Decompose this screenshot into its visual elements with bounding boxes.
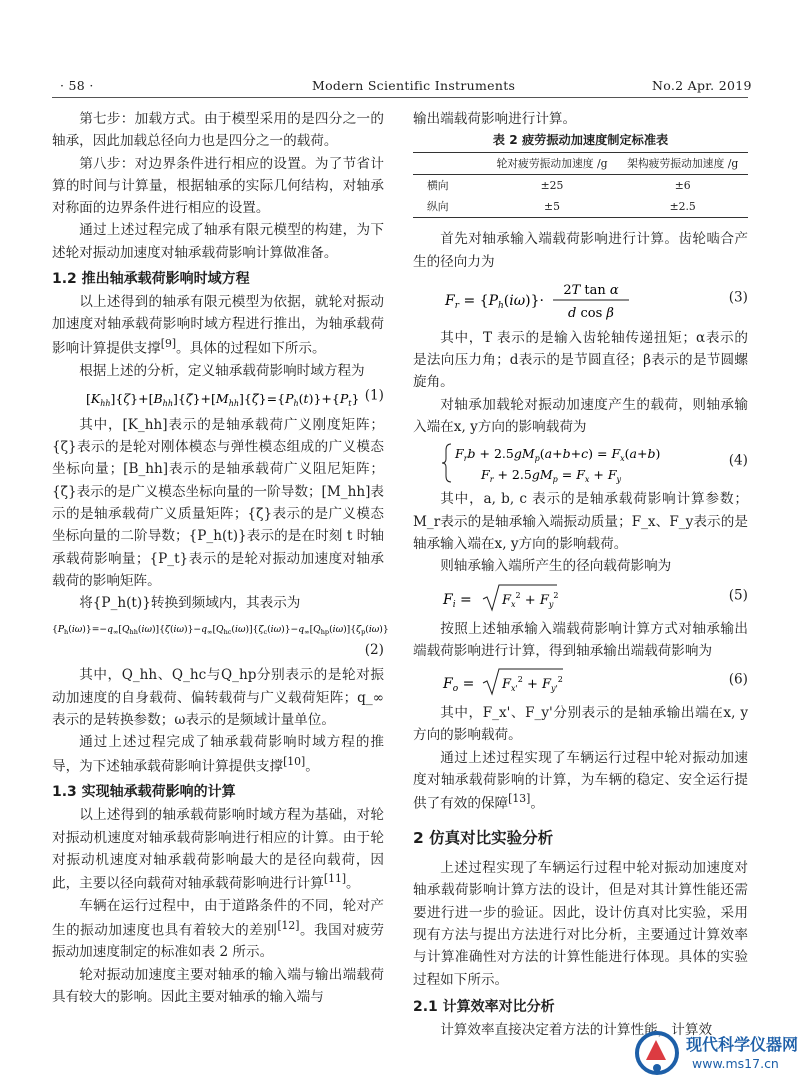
paragraph: 其中，F_x'、F_y'分别表示的是轴承输出端在x, y方向的影响载荷。 [413,705,748,744]
equation-1 [52,385,384,411]
citation[interactable]: [10] [283,754,306,768]
paragraph: 首先对轴承输入端载荷影响进行计算。齿轮啮合产生的径向力为 [413,231,748,270]
left-column [52,108,389,1008]
table-cell: 纵向 [413,196,487,218]
equation-4-formula [413,441,673,485]
table-header-cell [413,153,487,175]
equation-4 [413,441,748,485]
equation-1-formula [52,385,360,411]
table-cell: ±5 [487,196,618,218]
issue-info: No.2 Apr. 2019 [652,78,752,93]
table-cell: ±6 [674,179,691,193]
table-row [413,196,748,218]
site-watermark[interactable] [628,1026,798,1082]
equation-5 [413,581,748,615]
equation-2-formula [52,617,389,639]
paragraph: 按照上述轴承输入端载荷影响计算方式对轴承输出端载荷影响进行计算，得到轴承输出端载荷影响为 [413,620,748,659]
equation-6 [413,665,748,699]
paragraph: 以上述得到的轴承有限元模型为依据，就轮对振动加速度对轴承载荷影响时域方程进行推出，为轴承载荷影响计算提供支撑[9]。具体的过程如下所示。 [52,294,384,357]
paragraph: 以上述得到的轴承载荷影响时域方程为基础，对轮对振动机速度对轴承载荷影响进行相应的计算。由于轮对振动机速度对轴承载荷影响最大的是径向载荷，因此，主要以径向载荷对轴承载荷影响进行计算[11]。 [52,807,384,892]
svg-text:Fo =: $F_o$ = [443,676,475,695]
page-header [0,0,800,104]
paragraph: 第七步：加载方式。由于模型采用的是四分之一的轴承，因此加载总径向力也是四分之一的载荷。 [52,111,384,150]
section-heading-2-1: 2.1 计算效率对比分析 [413,998,555,1015]
equation-number: (3) [728,289,748,306]
table-cell: ±2.5 [617,196,748,218]
paragraph: 通过上述过程完成了轴承载荷影响时域方程的推导，为下述轴承载荷影响计算提供支撑[10]。 [52,734,384,775]
equation-number: (2) [364,642,384,659]
equation-6-formula [413,665,613,699]
equation-5-formula [413,581,613,615]
equation-2 [52,617,389,661]
equation-number: (6) [728,671,748,688]
page-number: · 58 · [60,78,94,93]
svg-text:Fx'2 + Fy'2: $F_{x'}^2 + F_{y'}^2$ [502,675,563,694]
paragraph: 其中，Q_hh、Q_hc与Q_hp分别表示的是轮对振动加速度的自身载荷、偏转载荷与广义载荷矩阵；q_∞表示的是转换参数；ω表示的是频域计量单位。 [52,667,384,729]
svg-text:d cos β: d cos β [568,305,614,321]
table-row [413,175,748,197]
svg-text:Fx2 + Fy2: $F_x^2 + F_y^2$ [502,590,559,609]
paragraph: 通过上述过程实现了车辆运行过程中轮对振动加速度对轴承载荷影响的计算，为车辆的稳定、安全运行提供了有效的保障[13]。 [413,749,748,812]
right-column [413,108,748,1041]
citation[interactable]: [13] [508,792,531,806]
equation-3 [413,276,748,324]
paragraph: 其中，T 表示的是输入齿轮轴传递扭矩；α表示的是法向压力角；d表示的是节圆直径；β表示的是节圆螺旋角。 [413,329,748,391]
paragraph: 根据上述的分析，定义轴承载荷影响时域方程为 [79,362,365,379]
svg-text:Fi =: $F_i$ = [443,591,472,610]
header-rule [52,97,748,98]
paragraph: 输出端载荷影响进行计算。 [413,111,577,127]
svg-text:2T tan α: 2T tan α [563,282,619,298]
table-header-cell: 架构疲劳振动加速度 /g [617,153,748,175]
section-heading-1-2: 1.2 推出轴承载荷影响时域方程 [52,271,250,288]
equation-3-formula [413,276,673,324]
svg-text:Fr = {Ph(iω)}·: $F_r = \{P_h(i\omega)\}\cdot$ [445,292,544,311]
citation[interactable]: [11] [323,872,347,886]
paragraph: 上述过程实现了车辆运行过程中轮对振动加速度对轴承载荷影响计算方法的设计，但是对其计算性能还需要进行进一步的验证。因此，设计仿真对比实验，采用现有方法与提出方法进行对比分析，主要通过计算效率与计算准确性对方法的计算性能进行体现。具体的实验过程如下所示。 [413,860,748,988]
paragraph: 其中，a, b, c 表示的是轴承载荷影响计算参数；M_r表示的是轴承输入端振动质量；F_x、F_y表示的是轴承输入端在x, y方向的影响载荷。 [413,491,748,552]
section-heading-2: 2 仿真对比实验分析 [413,829,554,848]
svg-text:Fr + 2.5gMp = Fx + Fy: $F_r + 2.5gM_p = F_x + F_y$ [481,467,622,485]
paragraph: 车辆在运行过程中，由于道路条件的不同，轮对产生的振动加速度也具有着较大的差别[12]。我国对疲劳振动加速度制定的标准如表 2 所示。 [52,898,384,961]
table-cell: 横向 [427,179,449,193]
site-logo-icon [632,1028,682,1078]
paragraph: 其中，[K_hh]表示的是轴承载荷广义刚度矩阵；{ζ}表示的是轮对刚体模态与弹性模态组成的广义模态坐标向量；[B_hh]表示的是轴承载荷广义阻尼矩阵；{ζ̇}表示的是广义模态坐标向量的一阶导数；[M_hh]表示的是轴承载荷广义质量矩阵；{ζ̈}表示的是广义模态坐标向量的二阶导数；{P_h(t)}表示的是在时刻 t 时轴承载荷影响量；{P_t}表示的是轮对振动加速度对轴承载荷的影响矩阵。 [52,416,384,589]
paragraph: 则轴承输入端所产生的径向载荷影响为 [440,558,672,575]
svg-text:{Ph(iω)}=−q∞[Qhh(iω)]{ζ(iω)}−q: $\{P_h(i\omega)\}=-q_\infty[Q_{hh}(i\omega)]\{\zeta(i\omega)\}-q_\infty[Q_{hc}(i\omega)]\{\zeta_c(i\omega)\}-q_\infty[Q_{hp}(i\omega)]\{\zeta_p(i\omega)\}$ [52,624,389,637]
svg-text:[Khh]{ζ}+[Bhh]{ζ̇}+[Mhh]{ζ̈}={: $[K_{hh}]\{\zeta\}+[B_{hh}]\{\zetȧ\}+[M_{hh}]\{\zetä\}=\{P_h(t)\}+\{P_t\}$ [86,390,360,408]
svg-text:Frb + 2.5gMp(a+b+c) = Fx(a+b): $F_rb + 2.5gM_p(a+b+c) = F_x(a+b)$ [455,446,661,464]
journal-title: Modern Scientific Instruments [312,78,516,93]
equation-number: (4) [728,452,748,469]
paragraph: 计算效率直接决定着方法的计算性能，计算效 [440,1021,713,1038]
table-header-row [413,153,748,175]
standards-table [413,152,748,218]
citation[interactable]: [12] [277,918,300,932]
watermark-url[interactable]: www.ms17.cn [692,1056,779,1071]
table-caption: 表 2 疲劳振动加速度制定标准表 [492,133,669,148]
equation-number: (1) [364,387,384,404]
table-cell: ±25 [540,179,564,193]
paragraph: 第八步：对边界条件进行相应的设置。为了节省计算的时间与计算量，根据轴承的实际几何结构，对轴承对称面的边界条件进行相应的设置。 [52,155,384,217]
watermark-title: 现代科学仪器网 [686,1035,799,1054]
table-header-cell: 轮对疲劳振动加速度 /g [487,153,618,175]
paragraph: 通过上述过程完成了轴承有限元模型的构建，为下述轮对振动加速度对轴承载荷影响计算做准备。 [52,222,384,261]
paragraph: 轮对振动加速度主要对轴承的输入端与输出端载荷具有较大的影响。因此主要对轴承的输入端与 [52,966,384,1005]
paragraph: 将{P_h(t)}转换到频域内，其表示为 [79,595,301,612]
section-heading-1-3: 1.3 实现轴承载荷影响的计算 [52,784,236,801]
citation[interactable]: [9] [160,336,177,350]
equation-number: (5) [728,587,748,604]
paragraph: 对轴承加载轮对振动加速度产生的载荷，则轴承输入端在x, y方向的影响载荷为 [413,396,748,436]
